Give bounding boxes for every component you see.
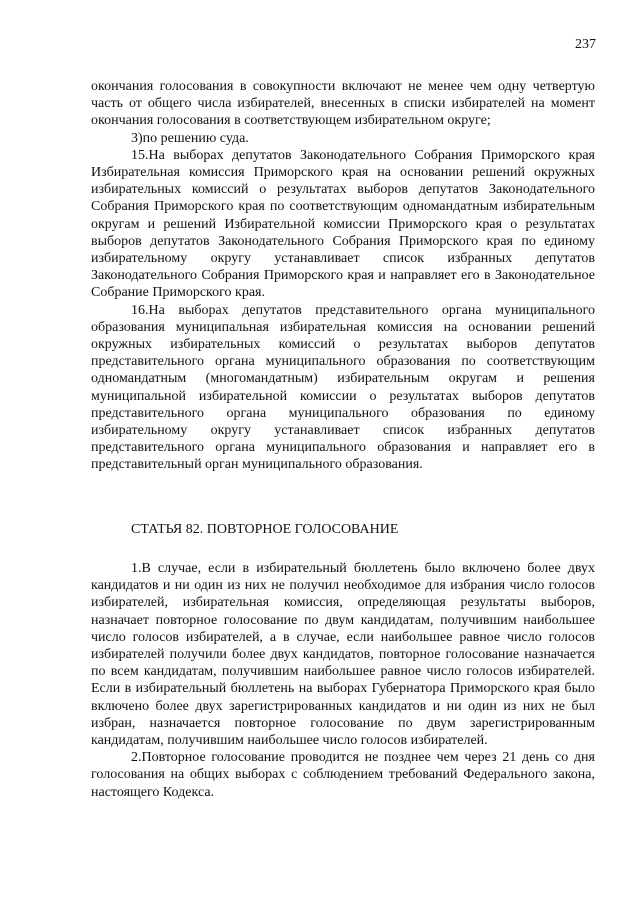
paragraph-15: 15.На выборах депутатов Законодательного Собрания Приморского края Избирательная комиссия Приморского края на основании решений окружных избирательных комиссий о результатах выборов депутатов Законодательного Собрания Приморского края по соответствующим одномандатным избирательным округам и решений Избирательной комиссии Приморского края о результатах выборов депутатов Законодательного Собрания Приморского края по единому избирательному округу устанавливает список избранных депутатов Законодательного Собрания Приморского края и направляет его в Законодательное Собрание Приморского края. xyxy=(91,147,595,301)
body-text-bottom xyxy=(91,560,595,801)
paragraph-16: 16.На выборах депутатов представительного органа муниципального образования муниципальная избирательная комиссия на основании решений окружных избирательных комиссий о результатах выборов депутатов представительного органа муниципального образования по соответствующим одномандатным (многомандатным) избирательным округам и решения муниципальной избирательной комиссии о результатах выборов депутатов представительного органа муниципального образования по единому избирательному округу устанавливает список избранных депутатов представительного органа муниципального образования и направляет его в представительный орган муниципального образования. xyxy=(91,302,595,473)
page-number: 237 xyxy=(575,37,596,52)
paragraph-item-3: 3)по решению суда. xyxy=(131,130,249,146)
article-heading: СТАТЬЯ 82. ПОВТОРНОЕ ГОЛОСОВАНИЕ xyxy=(131,522,399,537)
paragraph-continuation: окончания голосования в совокупности включают не менее чем одну четвертую часть от общего числа избирателей, внесенных в списки избирателей на момент окончания голосования в соответствующем избирательном округе; xyxy=(91,79,595,129)
article-82-paragraph-2: 2.Повторное голосование проводится не позднее чем через 21 день со дня голосования на общих выборах с соблюдением требований Федерального закона, настоящего Кодекса. xyxy=(91,750,595,800)
article-82-paragraph-1: 1.В случае, если в избирательный бюллетень было включено более двух кандидатов и ни один из них не получил необходимое для избрания число голосов избирателей, избирательная комиссия, определяющая результаты выборов, назначает повторное голосование по двум кандидатам, получившим наибольшее число голосов избирателей, а в случае, если наибольшее равное число голосов избирателей получили более двух кандидатов, повторное голосование назначается по всем кандидатам, получившим наибольшее равное число голосов избирателей. Если в избирательный бюллетень на выборах Губернатора Приморского края было включено более двух зарегистрированных кандидатов и ни один из них не был избран, назначается повторное голосование по двум зарегистрированным кандидатам, получившим наибольшее число голосов избирателей. xyxy=(91,561,595,749)
body-text-top xyxy=(91,78,595,474)
